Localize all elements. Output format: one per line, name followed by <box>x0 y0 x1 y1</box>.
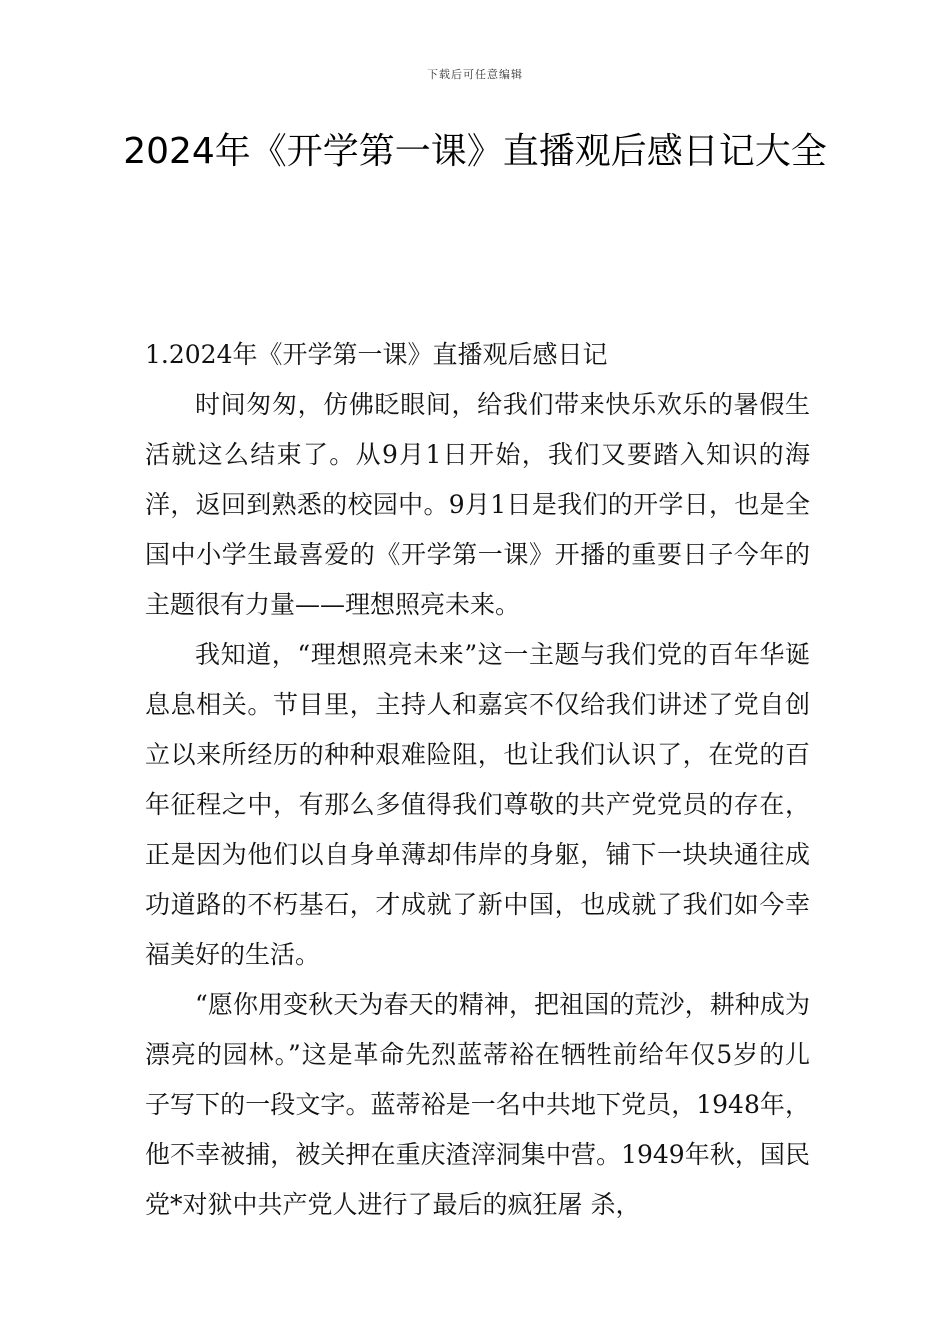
header-note: 下载后可任意编辑 <box>427 68 523 81</box>
document-body <box>145 330 810 1230</box>
paragraph-1: 时间匆匆，仿佛眨眼间，给我们带来快乐欢乐的暑假生活就这么结束了。从9月1日开始，我们又要踏入知识的海洋，返回到熟悉的校园中。9月1日是我们的开学日，也是全国中小学生最喜爱的《开学第一课》开播的重要日子今年的主题很有力量——理想照亮未来。 <box>145 390 810 619</box>
document-title: 2024年《开学第一课》直播观后感日记大全 <box>123 131 827 172</box>
paragraph-2: 我知道，“理想照亮未来”这一主题与我们党的百年华诞息息相关。节目里，主持人和嘉宾不仅给我们讲述了党自创立以来所经历的种种艰难险阻，也让我们认识了，在党的百年征程之中，有那么多值得我们尊敬的共产党党员的存在，正是因为他们以自身单薄却伟岸的身躯，铺下一块块通往成功道路的不朽基石，才成就了新中国，也成就了我们如今幸福美好的生活。 <box>145 640 810 969</box>
section-heading: 1.2024年《开学第一课》直播观后感日记 <box>145 340 608 369</box>
paragraph-3: “愿你用变秋天为春天的精神，把祖国的荒沙，耕种成为漂亮的园林。”这是革命先烈蓝蒂裕在牺牲前给年仅5岁的儿子写下的一段文字。蓝蒂裕是一名中共地下党员，1948年，他不幸被捕，被关押在重庆渣滓洞集中营。1949年秋，国民党*对狱中共产党人进行了最后的疯狂屠 杀， <box>145 990 810 1219</box>
